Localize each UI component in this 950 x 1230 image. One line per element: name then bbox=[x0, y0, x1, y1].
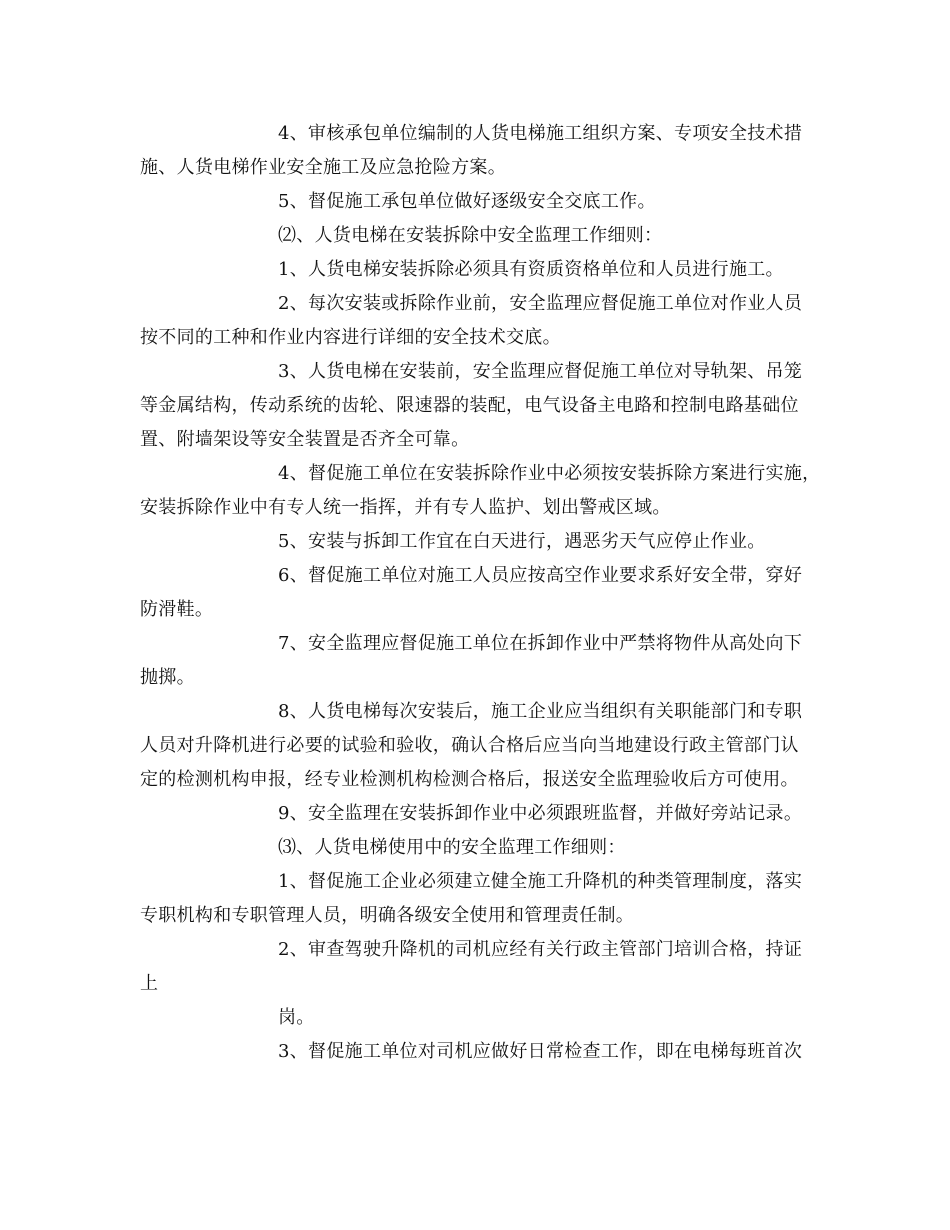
text-line-27: 岗。 bbox=[278, 1007, 315, 1028]
text-line-11: 4、督促施工单位在安装拆除作业中必须按安装拆除方案进行实施， bbox=[278, 463, 821, 484]
text-line-9: 等金属结构，传动系统的齿轮、限速器的装配，电气设备主电路和控制电路基础位 bbox=[140, 395, 799, 416]
text-line-3: 5、督促施工承包单位做好逐级安全交底工作。 bbox=[278, 191, 656, 212]
text-line-5: 1、人货电梯安装拆除必须具有资质资格单位和人员进行施工。 bbox=[278, 259, 784, 280]
section-heading-2: ⑵、人货电梯在安装拆除中安全监理工作细则： bbox=[278, 225, 663, 246]
text-line-20: 定的检测机构申报，经专业检测机构检测合格后，报送安全监理验收后方可使用。 bbox=[140, 769, 799, 790]
text-line-14: 6、督促施工单位对施工人员应按高空作业要求系好安全带，穿好 bbox=[278, 565, 803, 586]
text-line-2: 施、人货电梯作业安全施工及应急抢险方案。 bbox=[140, 157, 506, 178]
text-line-15: 防滑鞋。 bbox=[140, 599, 214, 620]
text-line-6: 2、每次安装或拆除作业前，安全监理应督促施工单位对作业人员 bbox=[278, 293, 803, 314]
text-line-21: 9、安全监理在安装拆卸作业中必须跟班监督，并做好旁站记录。 bbox=[278, 803, 803, 824]
text-line-28: 3、督促施工单位对司机应做好日常检查工作，即在电梯每班首次 bbox=[278, 1041, 803, 1062]
text-line-12: 安装拆除作业中有专人统一指挥，并有专人监护、划出警戒区域。 bbox=[140, 497, 671, 518]
text-line-7: 按不同的工种和作业内容进行详细的安全技术交底。 bbox=[140, 327, 561, 348]
text-line-1: 4、审核承包单位编制的人货电梯施工组织方案、专项安全技术措 bbox=[278, 123, 803, 144]
section-heading-3: ⑶、人货电梯使用中的安全监理工作细则： bbox=[278, 837, 626, 858]
text-line-16: 7、安全监理应督促施工单位在拆卸作业中严禁将物件从高处向下 bbox=[278, 633, 803, 654]
text-line-19: 人员对升降机进行必要的试验和验收，确认合格后应当向当地建设行政主管部门认 bbox=[140, 735, 799, 756]
text-line-8: 3、人货电梯在安装前，安全监理应督促施工单位对导轨架、吊笼 bbox=[278, 361, 803, 382]
text-line-26: 上 bbox=[140, 973, 159, 994]
text-line-24: 专职机构和专职管理人员，明确各级安全使用和管理责任制。 bbox=[140, 905, 635, 926]
text-line-18: 8、人货电梯每次安装后，施工企业应当组织有关职能部门和专职 bbox=[278, 701, 803, 722]
text-line-13: 5、安装与拆卸工作宜在白天进行，遇恶劣天气应停止作业。 bbox=[278, 531, 766, 552]
text-line-17: 抛掷。 bbox=[140, 667, 195, 688]
text-line-23: 1、督促施工企业必须建立健全施工升降机的种类管理制度，落实 bbox=[278, 871, 803, 892]
text-line-25: 2、审查驾驶升降机的司机应经有关行政主管部门培训合格，持证 bbox=[278, 939, 803, 960]
text-line-10: 置、附墙架设等安全装置是否齐全可靠。 bbox=[140, 429, 470, 450]
